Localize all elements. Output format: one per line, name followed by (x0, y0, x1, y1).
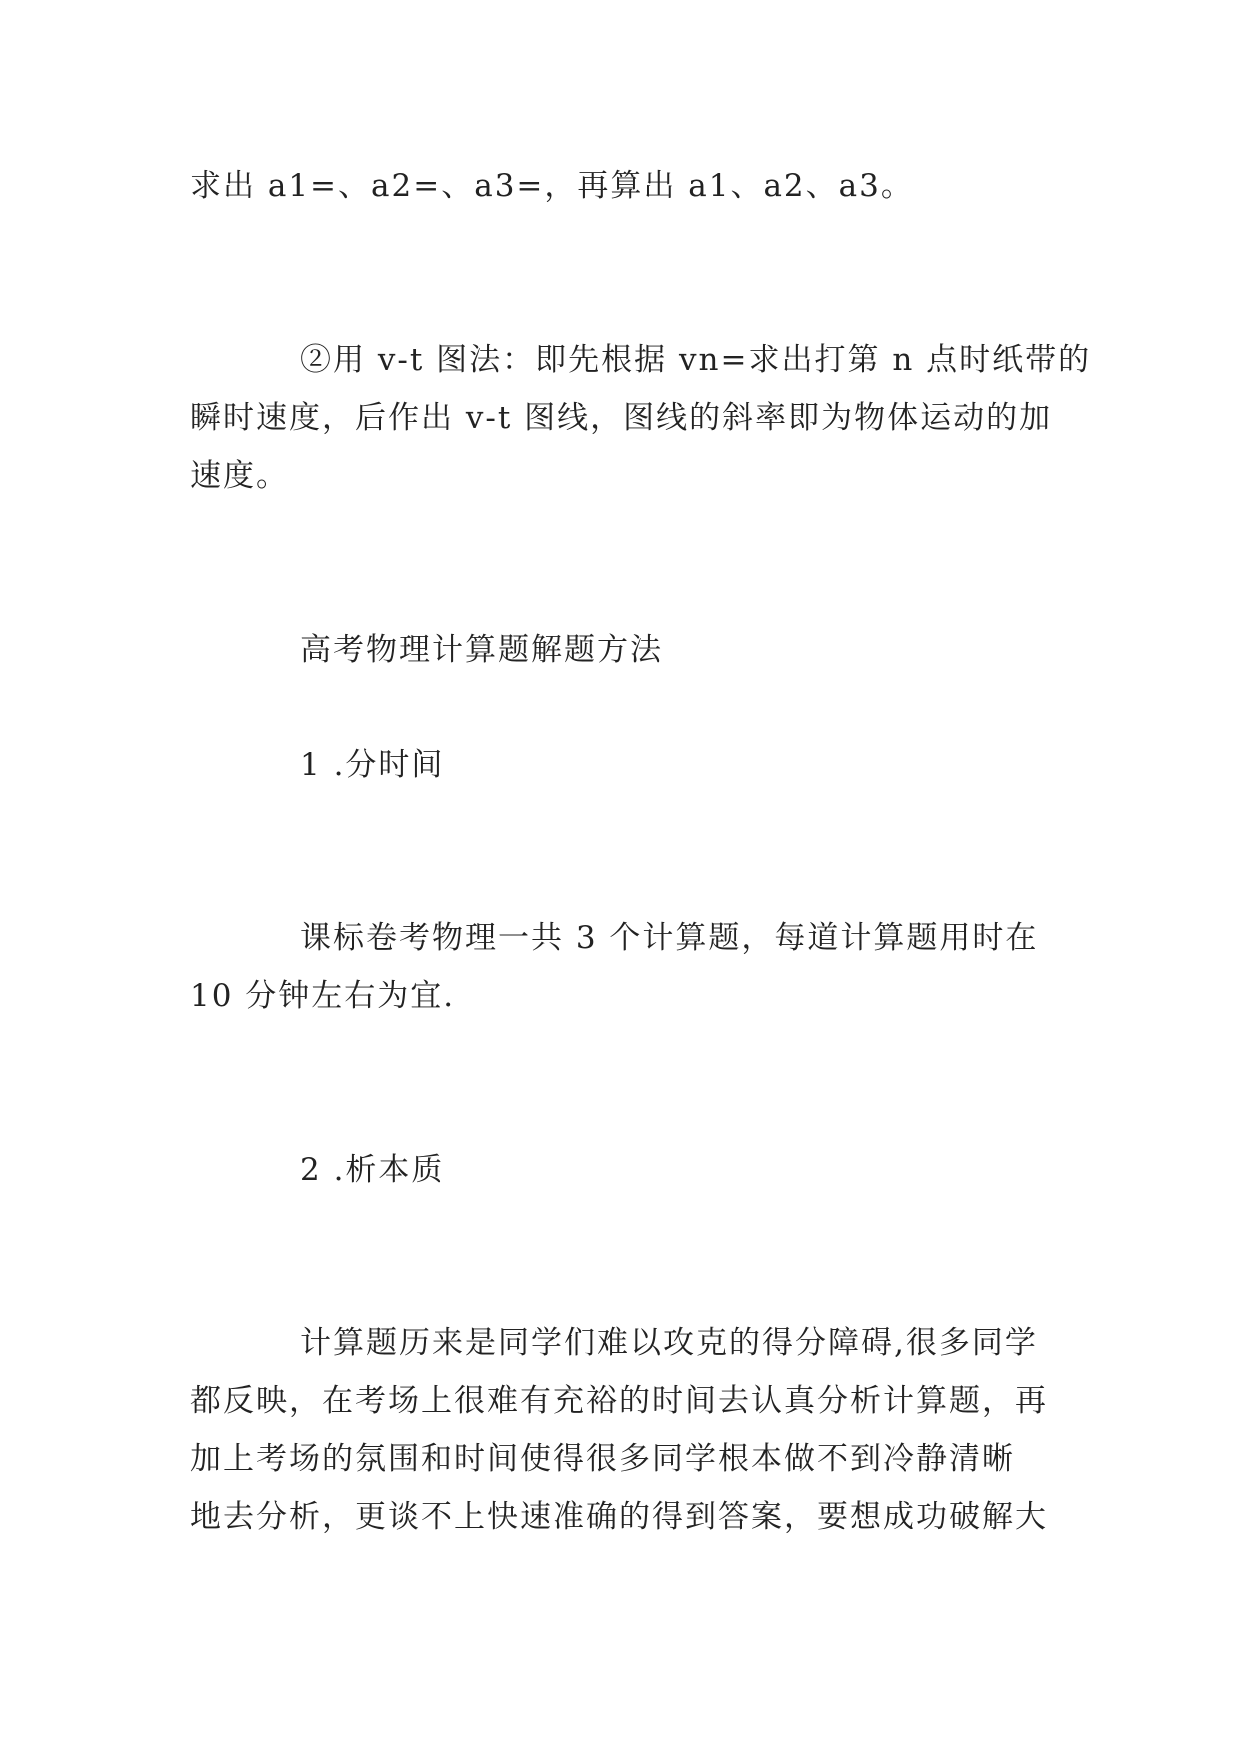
subheading-1: 1 .分时间 (300, 747, 445, 783)
text-line-analysis-cont1: 都反映，在考场上很难有充裕的时间去认真分析计算题，再 (190, 1383, 1048, 1419)
text-line-time-allocation: 课标卷考物理一共 3 个计算题，每道计算题用时在 (300, 920, 1039, 956)
section-heading: 高考物理计算题解题方法 (300, 632, 663, 668)
text-line-result-a: 求出 a1=、a2=、a3=，再算出 a1、a2、a3。 (190, 168, 914, 204)
text-line-analysis-cont3: 地去分析，更谈不上快速准确的得到答案，要想成功破解大 (190, 1499, 1048, 1535)
text-line-time-allocation-cont: 10 分钟左右为宜. (190, 978, 456, 1014)
text-line-vt-method-cont2: 速度。 (190, 458, 289, 494)
text-line-vt-method: ②用 v-t 图法：即先根据 vn=求出打第 n 点时纸带的 (300, 342, 1092, 378)
text-line-analysis-cont2: 加上考场的氛围和时间使得很多同学根本做不到冷静清晰 (190, 1441, 1015, 1477)
subheading-2: 2 .析本质 (300, 1152, 445, 1188)
text-line-analysis: 计算题历来是同学们难以攻克的得分障碍,很多同学 (300, 1325, 1038, 1361)
text-line-vt-method-cont1: 瞬时速度，后作出 v-t 图线，图线的斜率即为物体运动的加 (190, 400, 1053, 436)
